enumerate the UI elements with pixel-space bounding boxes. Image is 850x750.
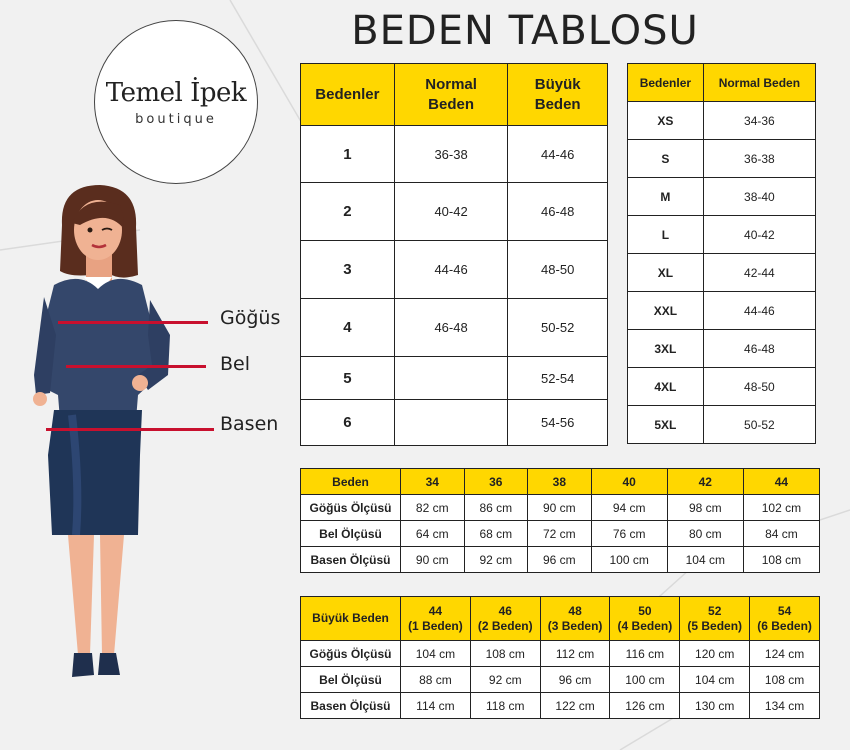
table-cell: Bel Ölçüsü <box>301 667 401 693</box>
table-cell: 76 cm <box>591 521 667 547</box>
table-cell: 118 cm <box>470 693 540 719</box>
table-row <box>301 667 820 693</box>
table-header: 36 <box>464 469 528 495</box>
table-header-row <box>301 597 820 641</box>
table-row <box>301 126 608 183</box>
table-cell: 122 cm <box>540 693 610 719</box>
table-cell: 88 cm <box>401 667 471 693</box>
table-cell: 116 cm <box>610 641 680 667</box>
table-header: Normal Beden <box>703 64 815 102</box>
table-row <box>628 330 816 368</box>
table-cell: 46-48 <box>508 183 608 241</box>
table-row <box>628 254 816 292</box>
table-cell: 82 cm <box>401 495 465 521</box>
table-cell: L <box>628 216 704 254</box>
table-cell: 44-46 <box>394 241 508 299</box>
table-header: 34 <box>401 469 465 495</box>
table-cell: 34-36 <box>703 102 815 140</box>
table-cell: 72 cm <box>528 521 592 547</box>
table-row <box>301 183 608 241</box>
table-cell: 46-48 <box>703 330 815 368</box>
table-cell: 108 cm <box>750 667 820 693</box>
table-header: Büyük Beden <box>301 597 401 641</box>
table-header: 46 (2 Beden) <box>470 597 540 641</box>
table-header: Bedenler <box>301 64 395 126</box>
table-cell: S <box>628 140 704 178</box>
table-cell <box>394 357 508 400</box>
table-cell: 44-46 <box>508 126 608 183</box>
table-row <box>628 102 816 140</box>
table-cell: 86 cm <box>464 495 528 521</box>
logo-subtitle: boutique <box>135 111 217 127</box>
table-header-row <box>301 64 608 126</box>
table-row <box>628 178 816 216</box>
table-header: 42 <box>667 469 743 495</box>
table-header: 38 <box>528 469 592 495</box>
table-cell: 84 cm <box>743 521 819 547</box>
table-header: 48 (3 Beden) <box>540 597 610 641</box>
table-row <box>628 216 816 254</box>
table-cell: Göğüs Ölçüsü <box>301 495 401 521</box>
waist-label: Bel <box>220 353 251 375</box>
table-cell: 4 <box>301 299 395 357</box>
table-cell: XXL <box>628 292 704 330</box>
table-cell: 52-54 <box>508 357 608 400</box>
table-cell: 2 <box>301 183 395 241</box>
brand-logo <box>94 20 258 184</box>
table-cell: 90 cm <box>401 547 465 573</box>
table-row <box>301 521 820 547</box>
table-cell: 96 cm <box>528 547 592 573</box>
table-cell: 92 cm <box>470 667 540 693</box>
table-cell: XL <box>628 254 704 292</box>
table-cell: 104 cm <box>667 547 743 573</box>
table-cell: 98 cm <box>667 495 743 521</box>
table-cell: 6 <box>301 400 395 446</box>
table-header: 44 (1 Beden) <box>401 597 471 641</box>
table-cell: 80 cm <box>667 521 743 547</box>
size-table-letters <box>627 63 816 444</box>
measurement-table-large <box>300 596 820 719</box>
measurement-table-normal <box>300 468 820 573</box>
table-row <box>301 299 608 357</box>
table-row <box>628 368 816 406</box>
table-cell: Göğüs Ölçüsü <box>301 641 401 667</box>
table-row <box>301 693 820 719</box>
table-header: Bedenler <box>628 64 704 102</box>
table-cell: 92 cm <box>464 547 528 573</box>
table-row <box>628 292 816 330</box>
table-row <box>301 547 820 573</box>
table-cell: 108 cm <box>743 547 819 573</box>
table-row <box>301 400 608 446</box>
table-cell: 96 cm <box>540 667 610 693</box>
page-title: BEDEN TABLOSU <box>351 8 699 54</box>
table-header: 44 <box>743 469 819 495</box>
table-cell: 114 cm <box>401 693 471 719</box>
logo-name: Temel İpek <box>105 77 247 108</box>
table-cell: Basen Ölçüsü <box>301 547 401 573</box>
table-cell: 46-48 <box>394 299 508 357</box>
table-cell: 100 cm <box>610 667 680 693</box>
table-cell: 90 cm <box>528 495 592 521</box>
table-cell: 4XL <box>628 368 704 406</box>
table-cell: 48-50 <box>703 368 815 406</box>
table-cell: 124 cm <box>750 641 820 667</box>
table-cell: 104 cm <box>680 667 750 693</box>
table-cell: M <box>628 178 704 216</box>
table-header: Büyük Beden <box>508 64 608 126</box>
table-cell: 3XL <box>628 330 704 368</box>
table-row <box>301 241 608 299</box>
table-cell: 108 cm <box>470 641 540 667</box>
table-header: 54 (6 Beden) <box>750 597 820 641</box>
table-cell: 102 cm <box>743 495 819 521</box>
table-cell: 36-38 <box>703 140 815 178</box>
table-row <box>628 406 816 444</box>
table-cell: 134 cm <box>750 693 820 719</box>
table-row <box>628 140 816 178</box>
table-cell: XS <box>628 102 704 140</box>
table-cell: 36-38 <box>394 126 508 183</box>
table-cell: 3 <box>301 241 395 299</box>
table-cell: 5 <box>301 357 395 400</box>
table-header: Normal Beden <box>394 64 508 126</box>
table-row <box>301 641 820 667</box>
hip-line <box>46 428 214 431</box>
table-cell: 48-50 <box>508 241 608 299</box>
woman-figure-illustration <box>20 185 220 705</box>
table-header-row <box>301 469 820 495</box>
table-cell: 50-52 <box>508 299 608 357</box>
table-cell: 100 cm <box>591 547 667 573</box>
table-cell: 40-42 <box>703 216 815 254</box>
table-cell: 42-44 <box>703 254 815 292</box>
table-header-row <box>628 64 816 102</box>
chest-label: Göğüs <box>220 307 281 329</box>
table-cell: 50-52 <box>703 406 815 444</box>
table-cell: 5XL <box>628 406 704 444</box>
table-cell: 104 cm <box>401 641 471 667</box>
table-cell: 54-56 <box>508 400 608 446</box>
table-header: 40 <box>591 469 667 495</box>
chest-line <box>58 321 208 324</box>
table-cell: Basen Ölçüsü <box>301 693 401 719</box>
table-cell: 94 cm <box>591 495 667 521</box>
hip-label: Basen <box>220 413 279 435</box>
table-cell: 112 cm <box>540 641 610 667</box>
table-cell: Bel Ölçüsü <box>301 521 401 547</box>
table-cell: 130 cm <box>680 693 750 719</box>
size-table-numeric <box>300 63 608 446</box>
table-cell: 120 cm <box>680 641 750 667</box>
table-header: 50 (4 Beden) <box>610 597 680 641</box>
table-cell: 68 cm <box>464 521 528 547</box>
table-row <box>301 357 608 400</box>
table-cell: 40-42 <box>394 183 508 241</box>
table-cell: 126 cm <box>610 693 680 719</box>
table-cell: 38-40 <box>703 178 815 216</box>
table-header: Beden <box>301 469 401 495</box>
table-header: 52 (5 Beden) <box>680 597 750 641</box>
table-cell: 1 <box>301 126 395 183</box>
table-row <box>301 495 820 521</box>
table-cell: 44-46 <box>703 292 815 330</box>
waist-line <box>66 365 206 368</box>
table-cell <box>394 400 508 446</box>
table-cell: 64 cm <box>401 521 465 547</box>
